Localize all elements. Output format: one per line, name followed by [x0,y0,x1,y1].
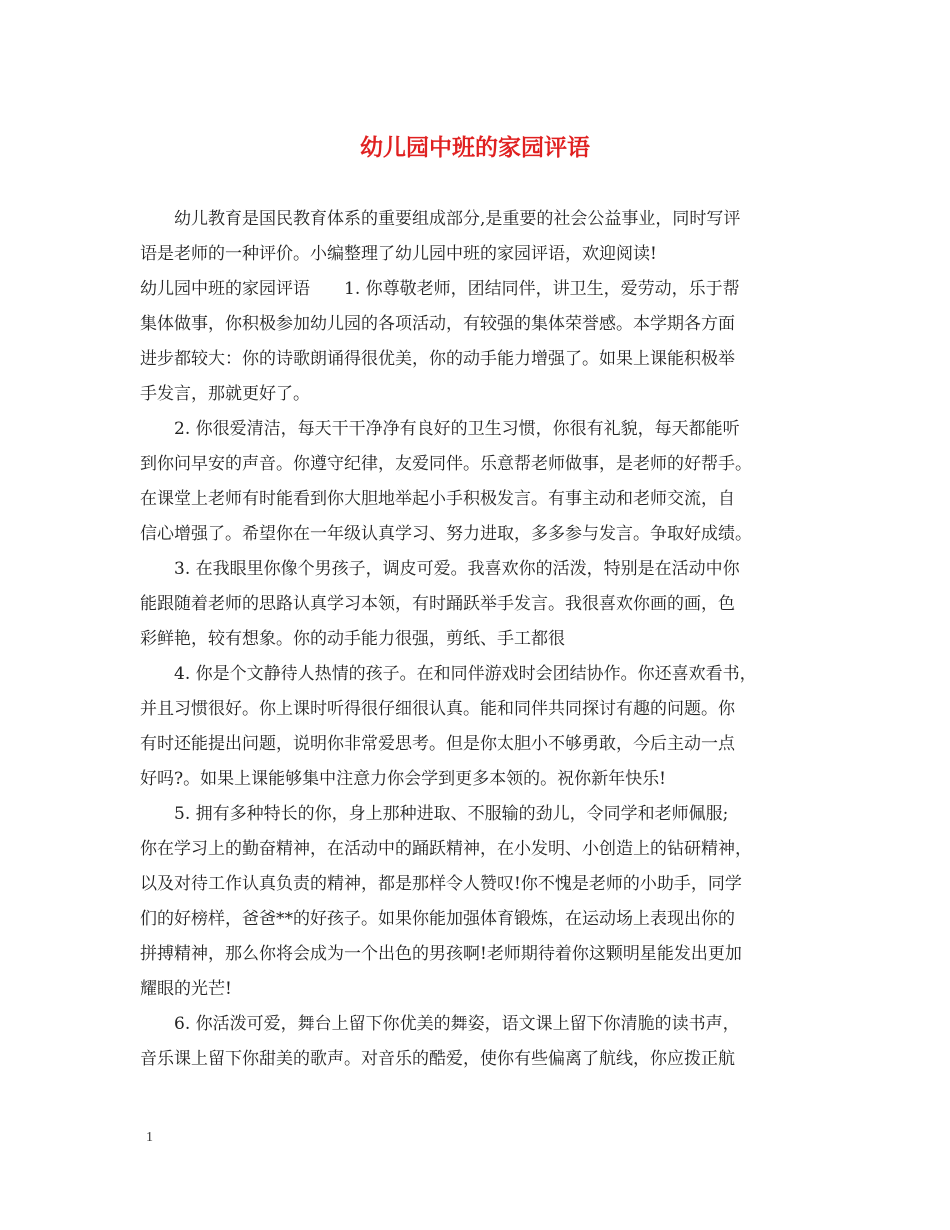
body-line: 你在学习上的勤奋精神，在活动中的踊跃精神，在小发明、小创造上的钻研精神， [140,839,752,859]
body-line: 信心增强了。希望你在一年级认真学习、努力进取，多多参与发言。争取好成绩。 [140,524,752,544]
body-line: 彩鲜艳，较有想象。你的动手能力很强，剪纸、手工都很 [140,629,565,649]
body-line: 2. 你很爱清洁，每天干干净净有良好的卫生习惯，你很有礼貌，每天都能听 [140,419,740,439]
body-line: 手发言，那就更好了。 [140,384,310,404]
body-line: 耀眼的光芒! [140,979,232,999]
body-line: 音乐课上留下你甜美的歌声。对音乐的酷爱，使你有些偏离了航线，你应拨正航 [140,1049,735,1069]
body-line: 能跟随着老师的思路认真学习本领，有时踊跃举手发言。我很喜欢你画的画，色 [140,594,735,614]
body-line: 在课堂上老师有时能看到你大胆地举起小手积极发言。有事主动和老师交流，自 [140,489,735,509]
document-body [140,202,812,1077]
body-line: 集体做事，你积极参加幼儿园的各项活动，有较强的集体荣誉感。本学期各方面 [140,314,735,334]
body-line: 5. 拥有多种特长的你，身上那种进取、不服输的劲儿，令同学和老师佩服; [140,804,729,824]
body-line: 有时还能提出问题，说明你非常爱思考。但是你太胆小不够勇敢，今后主动一点 [140,734,735,754]
body-line: 好吗?。如果上课能够集中注意力你会学到更多本领的。祝你新年快乐! [140,769,666,789]
body-line: 并且习惯很好。你上课时听得很仔细很认真。能和同伴共同探讨有趣的问题。你 [140,699,735,719]
body-line: 到你问早安的声音。你遵守纪律，友爱同伴。乐意帮老师做事，是老师的好帮手。 [140,454,752,474]
document-title: 幼儿园中班的家园评语 [360,134,590,161]
body-line: 们的好榜样，爸爸**的好孩子。如果你能加强体育锻炼，在运动场上表现出你的 [140,909,735,929]
body-line: 3. 在我眼里你像个男孩子，调皮可爱。我喜欢你的活泼，特别是在活动中你 [140,559,740,579]
body-line: 进步都较大：你的诗歌朗诵得很优美，你的动手能力增强了。如果上课能积极举 [140,349,735,369]
body-line: 幼儿教育是国民教育体系的重要组成部分,是重要的社会公益事业，同时写评 [140,209,741,229]
body-line: 6. 你活泼可爱，舞台上留下你优美的舞姿，语文课上留下你清脆的读书声， [140,1014,740,1034]
body-line: 以及对待工作认真负责的精神，都是那样令人赞叹!你不愧是老师的小助手，同学 [140,874,742,894]
body-line: 4. 你是个文静待人热情的孩子。在和同伴游戏时会团结协作。你还喜欢看书， [140,664,757,684]
page-number: 1 [146,1130,153,1145]
body-line: 幼儿园中班的家园评语 1. 你尊敬老师，团结同伴，讲卫生，爱劳动，乐于帮 [140,279,740,299]
body-line: 拼搏精神，那么你将会成为一个出色的男孩啊!老师期待着你这颗明星能发出更加 [140,944,742,964]
body-line: 语是老师的一种评价。小编整理了幼儿园中班的家园评语，欢迎阅读! [140,244,657,264]
